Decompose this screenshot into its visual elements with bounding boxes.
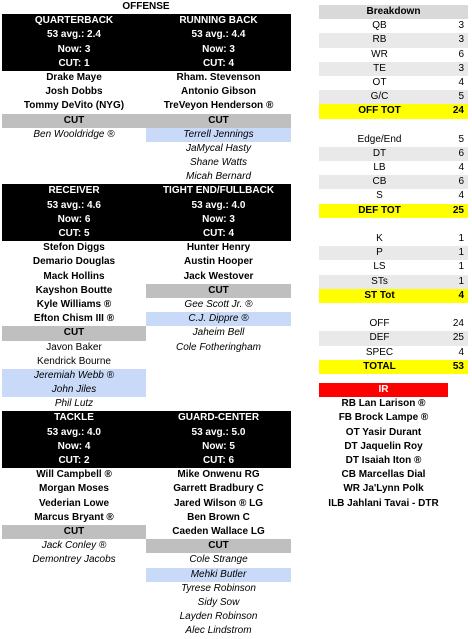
spacer: [2, 142, 146, 156]
spacer: [319, 218, 468, 232]
breakdown-row-value: 6: [458, 147, 464, 159]
summary-row-value: 24: [452, 318, 464, 330]
summary-row-value: 25: [452, 332, 464, 344]
breakdown-row-label: WR: [371, 48, 388, 60]
breakdown-row: [319, 48, 468, 62]
cut-header: CUT: [2, 326, 146, 340]
position-now-count: Now: 3: [146, 43, 291, 57]
grand-total-row-label: TOTAL: [363, 360, 396, 372]
position-cut-count: CUT: 4: [146, 227, 291, 241]
position-now-count: Now: 3: [146, 213, 291, 227]
ir-player: DT Jaquelin Roy: [344, 440, 423, 452]
cut-player: Layden Robinson: [179, 611, 258, 623]
cut-player: Gee Scott Jr. ®: [184, 298, 253, 310]
summary-row-label: DEF: [369, 332, 390, 344]
position-cut-count: CUT: 1: [2, 57, 146, 71]
spacer: [146, 355, 291, 369]
st-total-row-value: 4: [458, 289, 464, 301]
roster-player: Will Campbell ®: [36, 469, 112, 481]
breakdown-row: [319, 33, 468, 47]
breakdown-row: [319, 246, 468, 260]
breakdown-row-label: QB: [372, 20, 387, 32]
position-average: 53 avg.: 4.0: [2, 426, 146, 440]
spacer: [2, 156, 146, 170]
ir-player: WR Ja'Lynn Polk: [343, 483, 424, 495]
summary-row-label: SPEC: [365, 346, 394, 358]
ir-player: RB Lan Larison ®: [341, 398, 426, 410]
position-header: RECEIVER: [2, 184, 146, 198]
breakdown-row-label: CB: [372, 176, 387, 188]
breakdown-row: [319, 133, 468, 147]
roster-player: TreVeyon Henderson ®: [163, 100, 274, 112]
left-position-column: [2, 0, 146, 568]
roster-player: Jared Wilson ® LG: [174, 497, 263, 509]
breakdown-row: [319, 62, 468, 76]
breakdown-row-label: DT: [372, 147, 387, 159]
roster-player: Stefon Diggs: [43, 242, 105, 254]
position-now-count: Now: 5: [146, 440, 291, 454]
roster-player: Marcus Bryant ®: [34, 511, 114, 523]
position-average: 53 avg.: 4.0: [146, 199, 291, 213]
cut-header: CUT: [146, 114, 291, 128]
breakdown-row-label: LS: [373, 261, 386, 273]
cut-player: Javon Baker: [46, 341, 102, 353]
roster-player: Caeden Wallace LG: [172, 525, 265, 537]
position-cut-count: CUT: 2: [2, 454, 146, 468]
cut-player: Jaheim Bell: [192, 327, 245, 339]
breakdown-row-label: G/C: [370, 91, 389, 103]
breakdown-row-value: 5: [458, 91, 464, 103]
roster-player: Morgan Moses: [38, 483, 109, 495]
breakdown-row-label: STs: [371, 275, 388, 287]
breakdown-row-value: 4: [458, 190, 464, 202]
breakdown-row-value: 3: [458, 62, 464, 74]
cut-header: CUT: [146, 539, 291, 553]
spacer: [2, 170, 146, 184]
off-total-row-value: 24: [452, 105, 464, 117]
cut-player: Mehki Butler: [146, 568, 291, 582]
cut-header: CUT: [2, 114, 146, 128]
roster-player: Jack Westover: [183, 270, 254, 282]
grand-total-row: [319, 360, 468, 374]
roster-player: Efton Chism III ®: [33, 313, 115, 325]
cut-player: John Jiles: [2, 383, 146, 397]
roster-player: Mack Hollins: [43, 270, 105, 282]
roster-player: Vederian Lowe: [38, 497, 110, 509]
spacer: [146, 397, 291, 411]
breakdown-row: [319, 76, 468, 90]
cut-player: Kendrick Bourne: [37, 355, 111, 367]
breakdown-row-value: 3: [458, 34, 464, 46]
breakdown-row-label: Edge/End: [357, 133, 402, 145]
breakdown-row-label: RB: [372, 34, 387, 46]
breakdown-row-value: 1: [458, 247, 464, 259]
breakdown-row-value: 4: [458, 76, 464, 88]
def-total-row-label: DEF TOT: [358, 204, 401, 216]
position-header: GUARD-CENTER: [146, 411, 291, 425]
spacer: [319, 119, 468, 133]
def-total-row: [319, 204, 468, 218]
position-average: 53 avg.: 4.4: [146, 28, 291, 42]
cut-player: Alec Lindstrom: [185, 625, 252, 637]
breakdown-row: [319, 232, 468, 246]
spacer: [146, 383, 291, 397]
roster-player: Tommy DeVito (NYG): [23, 100, 125, 112]
breakdown-row-label: S: [376, 190, 383, 202]
position-header: TIGHT END/FULLBACK: [146, 184, 291, 198]
ir-player: OT Yasir Durant: [345, 426, 422, 438]
breakdown-row-value: 1: [458, 261, 464, 273]
cut-player: Cole Strange: [189, 554, 248, 566]
breakdown-row-value: 3: [458, 20, 464, 32]
breakdown-row: [319, 260, 468, 274]
st-total-row: [319, 289, 468, 303]
breakdown-row-value: 6: [458, 48, 464, 60]
breakdown-row-value: 4: [458, 162, 464, 174]
off-total-row: [319, 104, 468, 118]
ir-panel: [319, 383, 448, 511]
breakdown-row-label: TE: [373, 62, 386, 74]
position-cut-count: CUT: 4: [146, 57, 291, 71]
breakdown-panel: [319, 5, 468, 374]
ir-header: IR: [319, 383, 448, 397]
title-spacer: [2, 0, 146, 14]
roster-player: Austin Hooper: [184, 256, 253, 268]
roster-player: Ben Brown C: [187, 511, 250, 523]
roster-player: Josh Dobbs: [45, 86, 103, 98]
roster-player: Garrett Bradbury C: [173, 483, 264, 495]
summary-row-label: OFF: [369, 318, 390, 330]
roster-player: Demario Douglas: [32, 256, 116, 268]
breakdown-row-label: K: [376, 233, 383, 244]
off-total-row-label: OFF TOT: [358, 105, 401, 117]
title-spacer: [146, 0, 291, 14]
spacer: [146, 369, 291, 383]
summary-row: [319, 346, 468, 360]
roster-player: Rham. Stevenson: [176, 71, 261, 83]
position-header: RUNNING BACK: [146, 14, 291, 28]
st-total-row-label: ST Tot: [364, 289, 395, 301]
cut-header: CUT: [2, 525, 146, 539]
cut-player: Shane Watts: [189, 157, 248, 169]
roster-player: Hunter Henry: [186, 242, 251, 254]
position-now-count: Now: 6: [2, 213, 146, 227]
breakdown-row: [319, 90, 468, 104]
cut-player: Terrell Jennings: [146, 128, 291, 142]
cut-player: JaMycal Hasty: [185, 142, 251, 154]
breakdown-row-label: LB: [373, 162, 386, 174]
breakdown-title: Breakdown: [319, 5, 468, 19]
breakdown-row-label: P: [376, 247, 383, 259]
position-now-count: Now: 4: [2, 440, 146, 454]
def-total-row-value: 25: [452, 204, 464, 216]
cut-player: Jack Conley ®: [41, 540, 107, 552]
roster-player: Mike Onwenu RG: [177, 469, 260, 481]
position-average: 53 avg.: 5.0: [146, 426, 291, 440]
cut-player: Jeremiah Webb ®: [2, 369, 146, 383]
breakdown-row-value: 1: [458, 275, 464, 287]
summary-row: [319, 317, 468, 331]
breakdown-row-value: 5: [458, 133, 464, 145]
roster-player: Drake Maye: [46, 71, 102, 83]
breakdown-row: [319, 19, 468, 33]
breakdown-row: [319, 189, 468, 203]
summary-row-value: 4: [458, 346, 464, 358]
ir-player: DT Isaiah Iton ®: [345, 454, 422, 466]
cut-player: Micah Bernard: [185, 171, 252, 183]
cut-header: CUT: [146, 284, 291, 298]
position-header: TACKLE: [2, 411, 146, 425]
cut-player: Phil Lutz: [54, 398, 94, 410]
ir-player: CB Marcellas Dial: [341, 469, 426, 481]
breakdown-row: [319, 161, 468, 175]
position-cut-count: CUT: 5: [2, 227, 146, 241]
breakdown-row-value: 1: [458, 233, 464, 244]
cut-player: Sidy Sow: [197, 596, 240, 608]
ir-player: FB Brock Lampe ®: [338, 412, 429, 424]
cut-player: C.J. Dippre ®: [146, 312, 291, 326]
cut-player: Tyrese Robinson: [181, 582, 256, 594]
roster-player: Kayshon Boutte: [35, 284, 113, 296]
position-header: QUARTERBACK: [2, 14, 146, 28]
position-cut-count: CUT: 6: [146, 454, 291, 468]
roster-player: Antonio Gibson: [181, 86, 256, 98]
cut-player: Cole Fotheringham: [175, 341, 262, 353]
position-average: 53 avg.: 2.4: [2, 28, 146, 42]
breakdown-row-label: OT: [372, 76, 387, 88]
right-position-column: [146, 0, 291, 638]
breakdown-row: [319, 275, 468, 289]
breakdown-row: [319, 147, 468, 161]
position-average: 53 avg.: 4.6: [2, 199, 146, 213]
cut-player: Demontrey Jacobs: [32, 554, 116, 566]
position-now-count: Now: 3: [2, 43, 146, 57]
breakdown-row: [319, 175, 468, 189]
summary-row: [319, 331, 468, 345]
roster-player: Kyle Williams ®: [36, 298, 112, 310]
offense-title: OFFENSE: [122, 1, 170, 12]
ir-player: ILB Jahlani Tavai - DTR: [328, 497, 439, 509]
spacer: [319, 303, 468, 317]
grand-total-row-value: 53: [452, 360, 464, 372]
cut-player: Ben Wooldridge ®: [33, 128, 115, 140]
breakdown-row-value: 6: [458, 176, 464, 188]
